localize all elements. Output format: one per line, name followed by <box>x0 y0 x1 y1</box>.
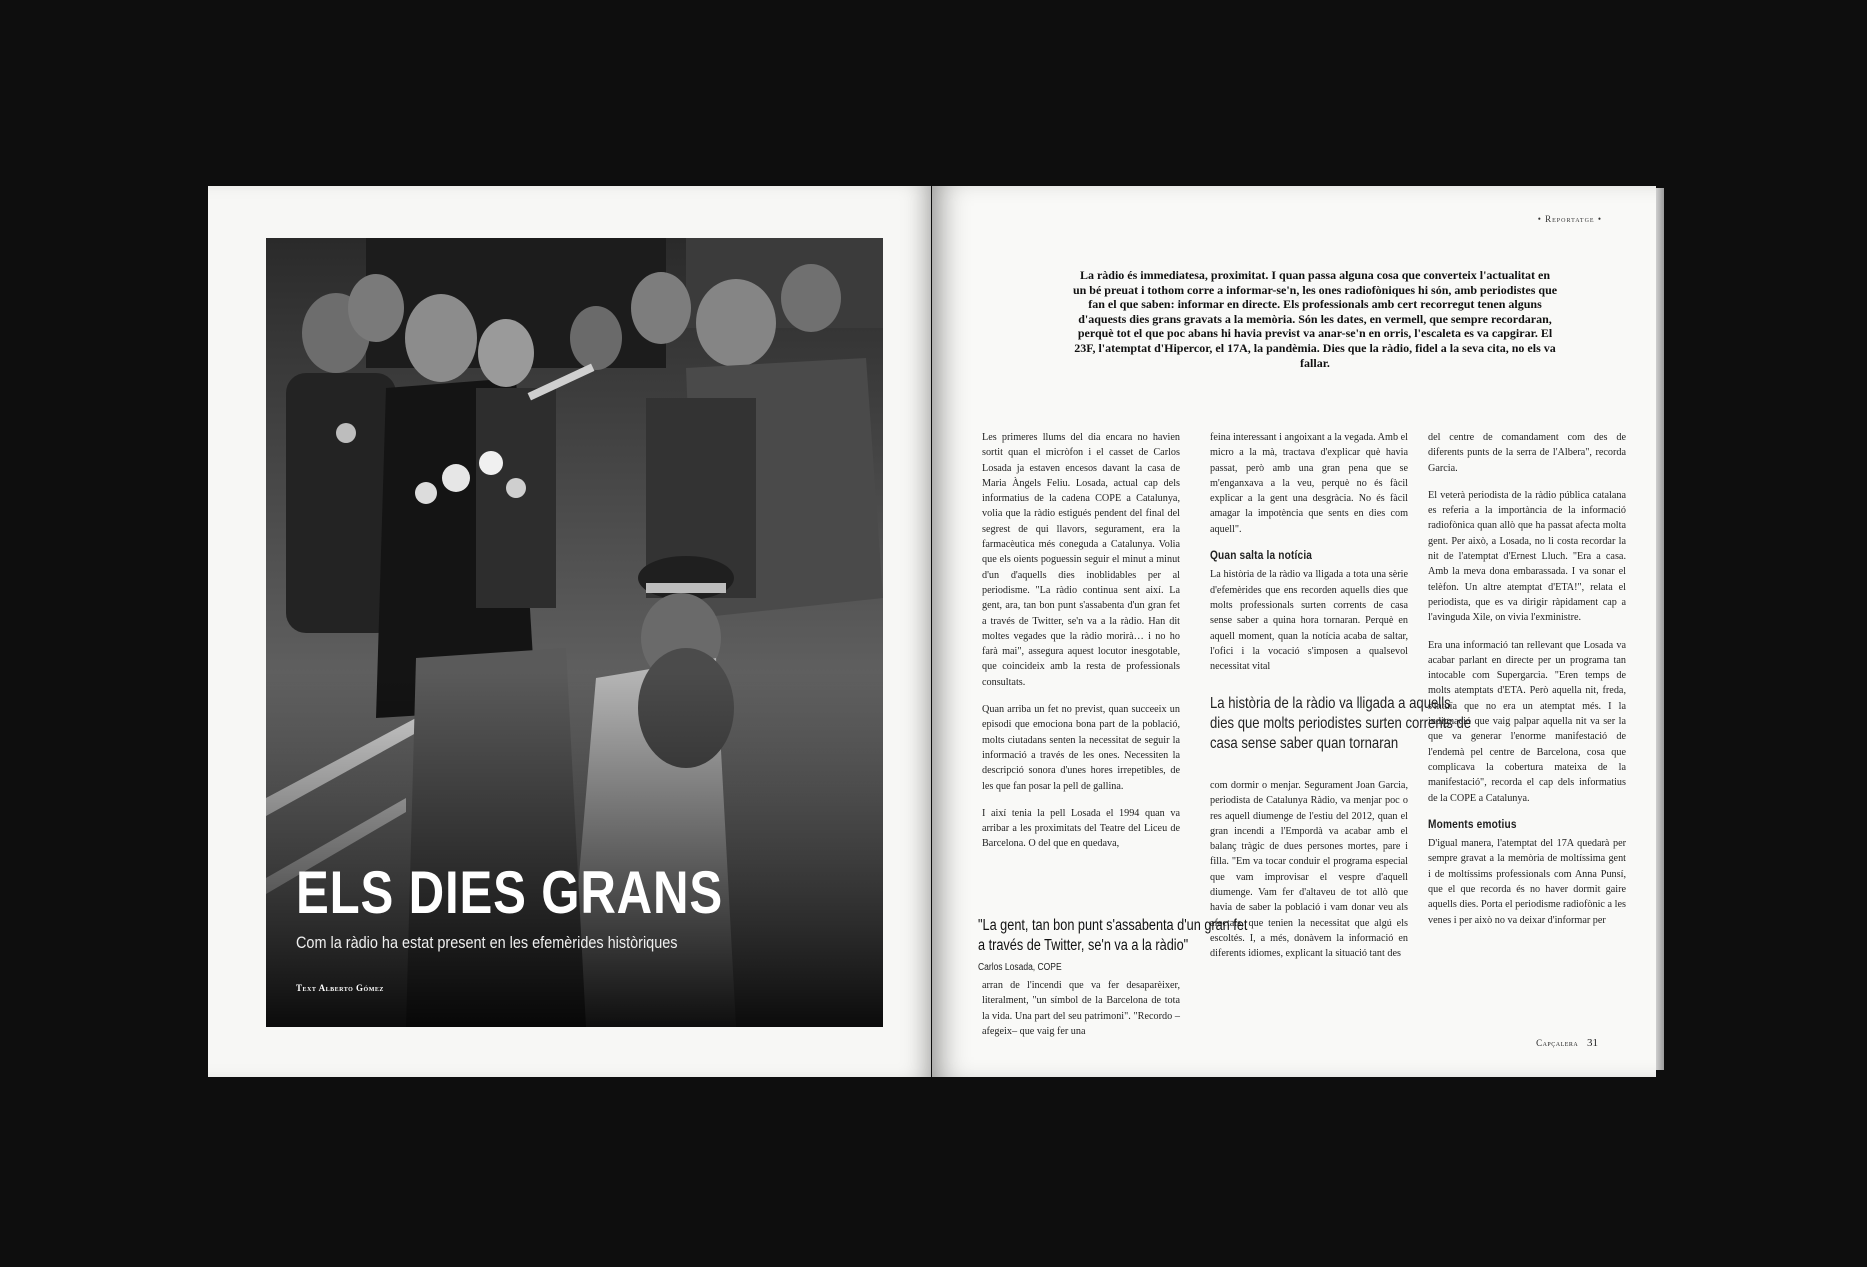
page-edge <box>1656 188 1664 1070</box>
left-page <box>208 186 931 1077</box>
subhead: Moments emotius <box>1428 818 1517 831</box>
body-paragraph: La història de la ràdio va lligada a tota una sèrie d'efemèrides que ens recorden aquells dies que molts professionals surten corrents de casa sense saber a quina hora tornaran. Perquè en aquell moment, quan la notícia acaba de saltar, l'ofici i la vocació s'imposen a qualsevol necessitat vital <box>1210 569 1408 673</box>
magazine-name: Capçalera <box>1536 1038 1579 1048</box>
body-paragraph: arran de l'incendi que va fer desaparèixer, literalment, "un símbol de la Barcelona de tota la vida. Una part del seu patrimoni". "Recordo –afegeix– que vaig fer una <box>982 980 1180 1037</box>
column-3 <box>1428 430 1626 940</box>
body-paragraph: del centre de comandament com des de diferents punts de la serra de l'Albera", recorda Garcia. <box>1428 432 1626 474</box>
column-2 <box>1210 430 1408 686</box>
body-paragraph: Era una informació tan rellevant que Losada va acabar parlant en directe per un programa tan intocable com Supergarcia. "Eren temps de molts atemptats d'ETA. Però aquella nit, freda, s'intuïa que no era un atemptat més. I la indignació que vaig palpar aquella nit va ser la que va generar l'enorme manifestació de l'endemà pel centre de Barcelona, cosa que complicava la cobertura mateixa de la manifestació", recorda el cap dels informatius de la COPE a Catalunya. <box>1428 639 1626 804</box>
pull-quote: "La gent, tan bon punt s'assabenta d'un gran fet a través de Twitter, se'n va a la ràdio" <box>978 917 1248 954</box>
column-1-continued <box>982 978 1180 1051</box>
body-paragraph: El veterà periodista de la ràdio pública catalana es referia a la importància de la informació radiofònica quan allò que ha passat afecta molta gent. Per això, a Losada, no li costa recordar la nit de l'atemptat d'Ernest Lluch. "Era a casa. Amb la meva dona embarassada. I va sonar el telèfon. Un altre atemptat d'ETA!", relata el periodista, que es va dirigir ràpidament cap a l'avinguda Xile, on vivia l'exministre. <box>1428 489 1626 624</box>
magazine-spread <box>208 186 1656 1077</box>
folio <box>1536 1037 1598 1049</box>
body-paragraph: feina interessant i angoixant a la vegada. Amb el micro a la mà, tractava d'explicar què havia passat, però amb una gran pena que se m'enganxava a la veu, perquè no és fàcil explicar a la gent una desgràcia. No és fàcil amagar la impotència que sents en dies com aquell". <box>1210 432 1408 535</box>
page-number: 31 <box>1587 1037 1598 1049</box>
subhead: Quan salta la notícia <box>1210 550 1313 563</box>
body-paragraph: com dormir o menjar. Segurament Joan Garcia, periodista de Catalunya Ràdio, va menjar poc o res aquell diumenge de l'estiu del 2012, quan el gran incendi a l'Empordà va acabar amb el balanç tràgic de dues persones mortes, pare i filla. "Em va tocar conduir el programa especial que vam improvisar el vespre d'aquell diumenge. Vam fer d'altaveu de tot allò que havia de saber la població i vam donar veu als afectats, que tenien la necessitat que algú els escoltés. I, a més, donàvem la informació en diferents idiomes, explicant la situació tant des <box>1210 780 1408 960</box>
body-paragraph: Quan arriba un fet no previst, quan succeeix un episodi que emociona bona part de la població, molts ciutadans senten la necessitat de seguir la informació a través de les ones. Necessiten la descripció sonora d'unes hores irrepetibles, de les que fan posar la pell de gallina. <box>982 704 1180 792</box>
column-1 <box>982 430 1180 864</box>
article-subtitle: Com la ràdio ha estat present en les efemèrides històriques <box>296 933 678 952</box>
pull-quote: La història de la ràdio va lligada a aquells dies que molts periodistes surten corrents de casa sense saber quan tornaran <box>1210 695 1472 752</box>
intro-paragraph: La ràdio és immediatesa, proximitat. I quan passa alguna cosa que converteix l'actualitat en un bé preuat i tothom corre a informar-se'n, les ones radiofòniques hi són, amb periodistes que fan el que saben: informar en directe. Els professionals amb cert recorregut tenen alguns d'aquests dies grans gravats a la memòria. Són les dates, en vermell, que sempre recordaran, perquè tot el que poc abans hi havia previst va anar-se'n en orris, l'escaleta es va capgirar. El 23F, l'atemptat d'Hipercor, el 17A, la pandèmia. Dies que la ràdio, fidel a la seva cita, no els va fallar. <box>1072 268 1558 370</box>
hero-photo <box>266 238 883 1027</box>
quote-attribution: Carlos Losada, COPE <box>978 962 1062 973</box>
body-paragraph: D'igual manera, l'atemptat del 17A quedarà per sempre gravat a la memòria de moltíssima gent i de moltíssims professionals com Anna Punsí, que el que recorda és no haver dormit gaire aquells dies. Porta el periodisme radiofònic a les venes i per això no va deixar d'informar per <box>1428 838 1626 926</box>
quote-box <box>978 916 1318 973</box>
section-label: • Reportatge • <box>1537 214 1602 224</box>
body-paragraph: I així tenia la pell Losada el 1994 quan va arribar a les proximitats del Teatre del Liceu de Barcelona. O del que en quedava, <box>982 807 1180 850</box>
body-paragraph: Les primeres llums del dia encara no havien sortit quan el micròfon i el casset de Carlos Losada ja estaven encesos davant la casa de Maria Àngels Feliu. Losada, actual cap dels informatius de la cadena COPE a Catalunya, volia que la ràdio estigués pendent del final del segrest de qui llavors, segurament, era la farmacèutica més coneguda a Catalunya. Volia que els oients poguessin seguir el minut a minut d'un d'aquells dies inoblidables per al periodisme. "La ràdio continua sent així. La gent, ara, tan bon punt s'assabenta d'un gran fet a través de Twitter, se'n va a la ràdio. Han dit moltes vegades que la ràdio morirà… i no ho farà mai", assegura aquest locutor inesgotable, que coincideix amb la resta de professionals consultats. <box>982 432 1180 688</box>
article-title: ELS DIES GRANS <box>296 859 724 926</box>
byline: Text Alberto Gómez <box>296 983 384 993</box>
right-page <box>932 186 1656 1077</box>
